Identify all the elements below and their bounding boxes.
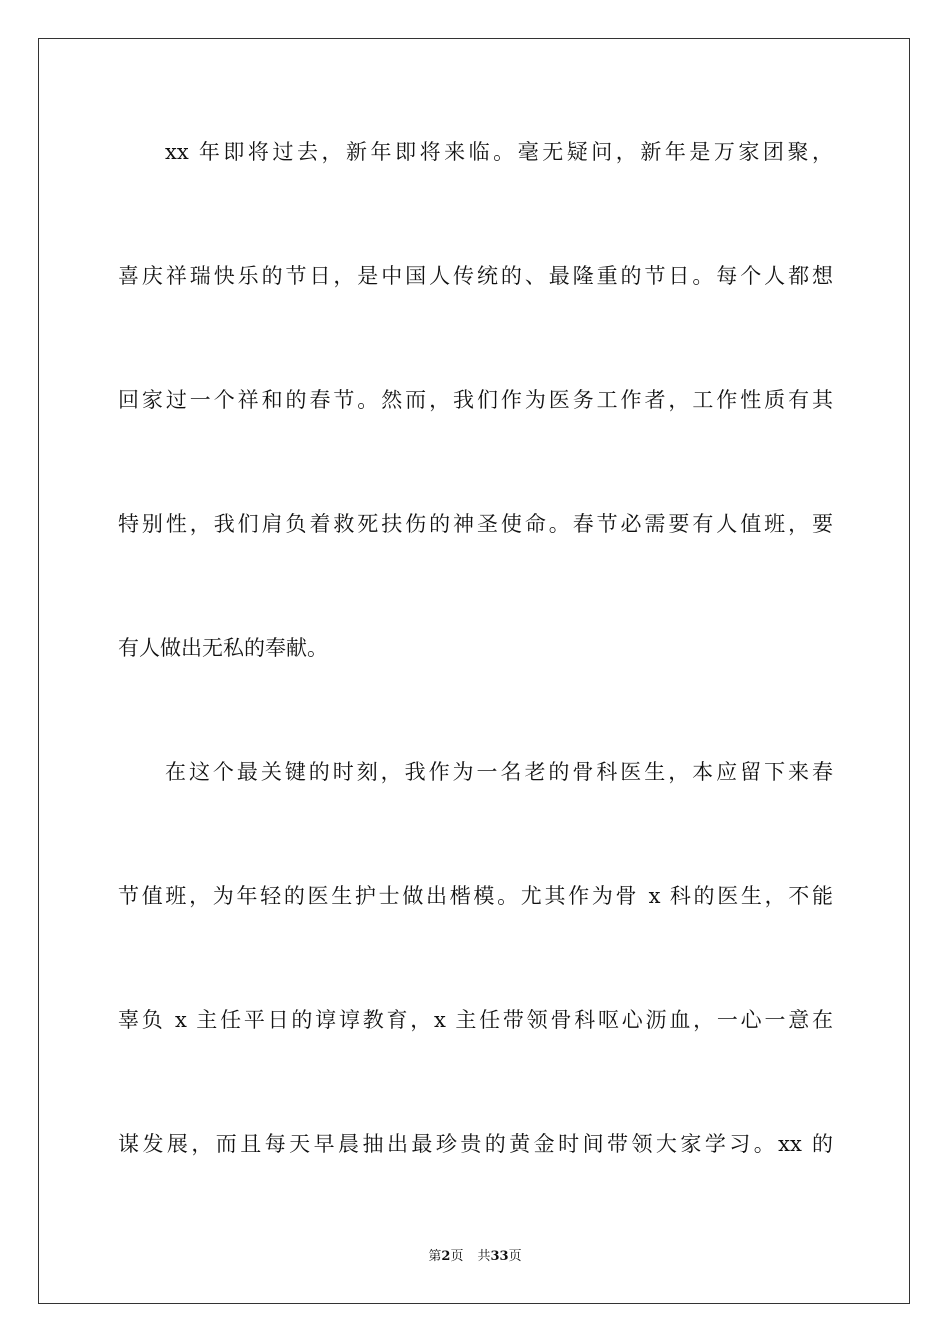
footer-total-prefix: 共 [477, 1249, 491, 1264]
paragraph-1-line-5: 有人做出无私的奉献。 [118, 636, 328, 660]
paragraph-2-line-3: 辜负 x 主任平日的谆谆教育，x 主任带领骨科呕心沥血，一心一意在 [118, 1008, 833, 1032]
footer-page-total: 33 [490, 1249, 509, 1264]
footer-page-suffix: 页 [450, 1249, 464, 1264]
paragraph-2-line-2: 节值班，为年轻的医生护士做出楷模。尤其作为骨 x 科的医生，不能 [118, 884, 833, 908]
paragraph-2-line-4: 谋发展，而且每天早晨抽出最珍贵的黄金时间带领大家学习。xx 的 [118, 1132, 833, 1156]
paragraph-1-line-2: 喜庆祥瑞快乐的节日，是中国人传统的、最隆重的节日。每个人都想 [118, 264, 833, 288]
footer-page-current: 2 [441, 1249, 451, 1264]
page-border [38, 38, 910, 1304]
paragraph-2-line-1: 在这个最关键的时刻，我作为一名老的骨科医生，本应留下来春 [165, 760, 833, 784]
paragraph-1-line-4: 特别性，我们肩负着救死扶伤的神圣使命。春节必需要有人值班，要 [118, 512, 833, 536]
paragraph-1-line-1: xx 年即将过去，新年即将来临。毫无疑问，新年是万家团聚， [165, 140, 833, 164]
page-footer [0, 1248, 950, 1266]
footer-total-suffix: 页 [508, 1249, 522, 1264]
paragraph-1-line-3: 回家过一个祥和的春节。然而，我们作为医务工作者，工作性质有其 [118, 388, 833, 412]
footer-page-prefix: 第 [428, 1249, 442, 1264]
